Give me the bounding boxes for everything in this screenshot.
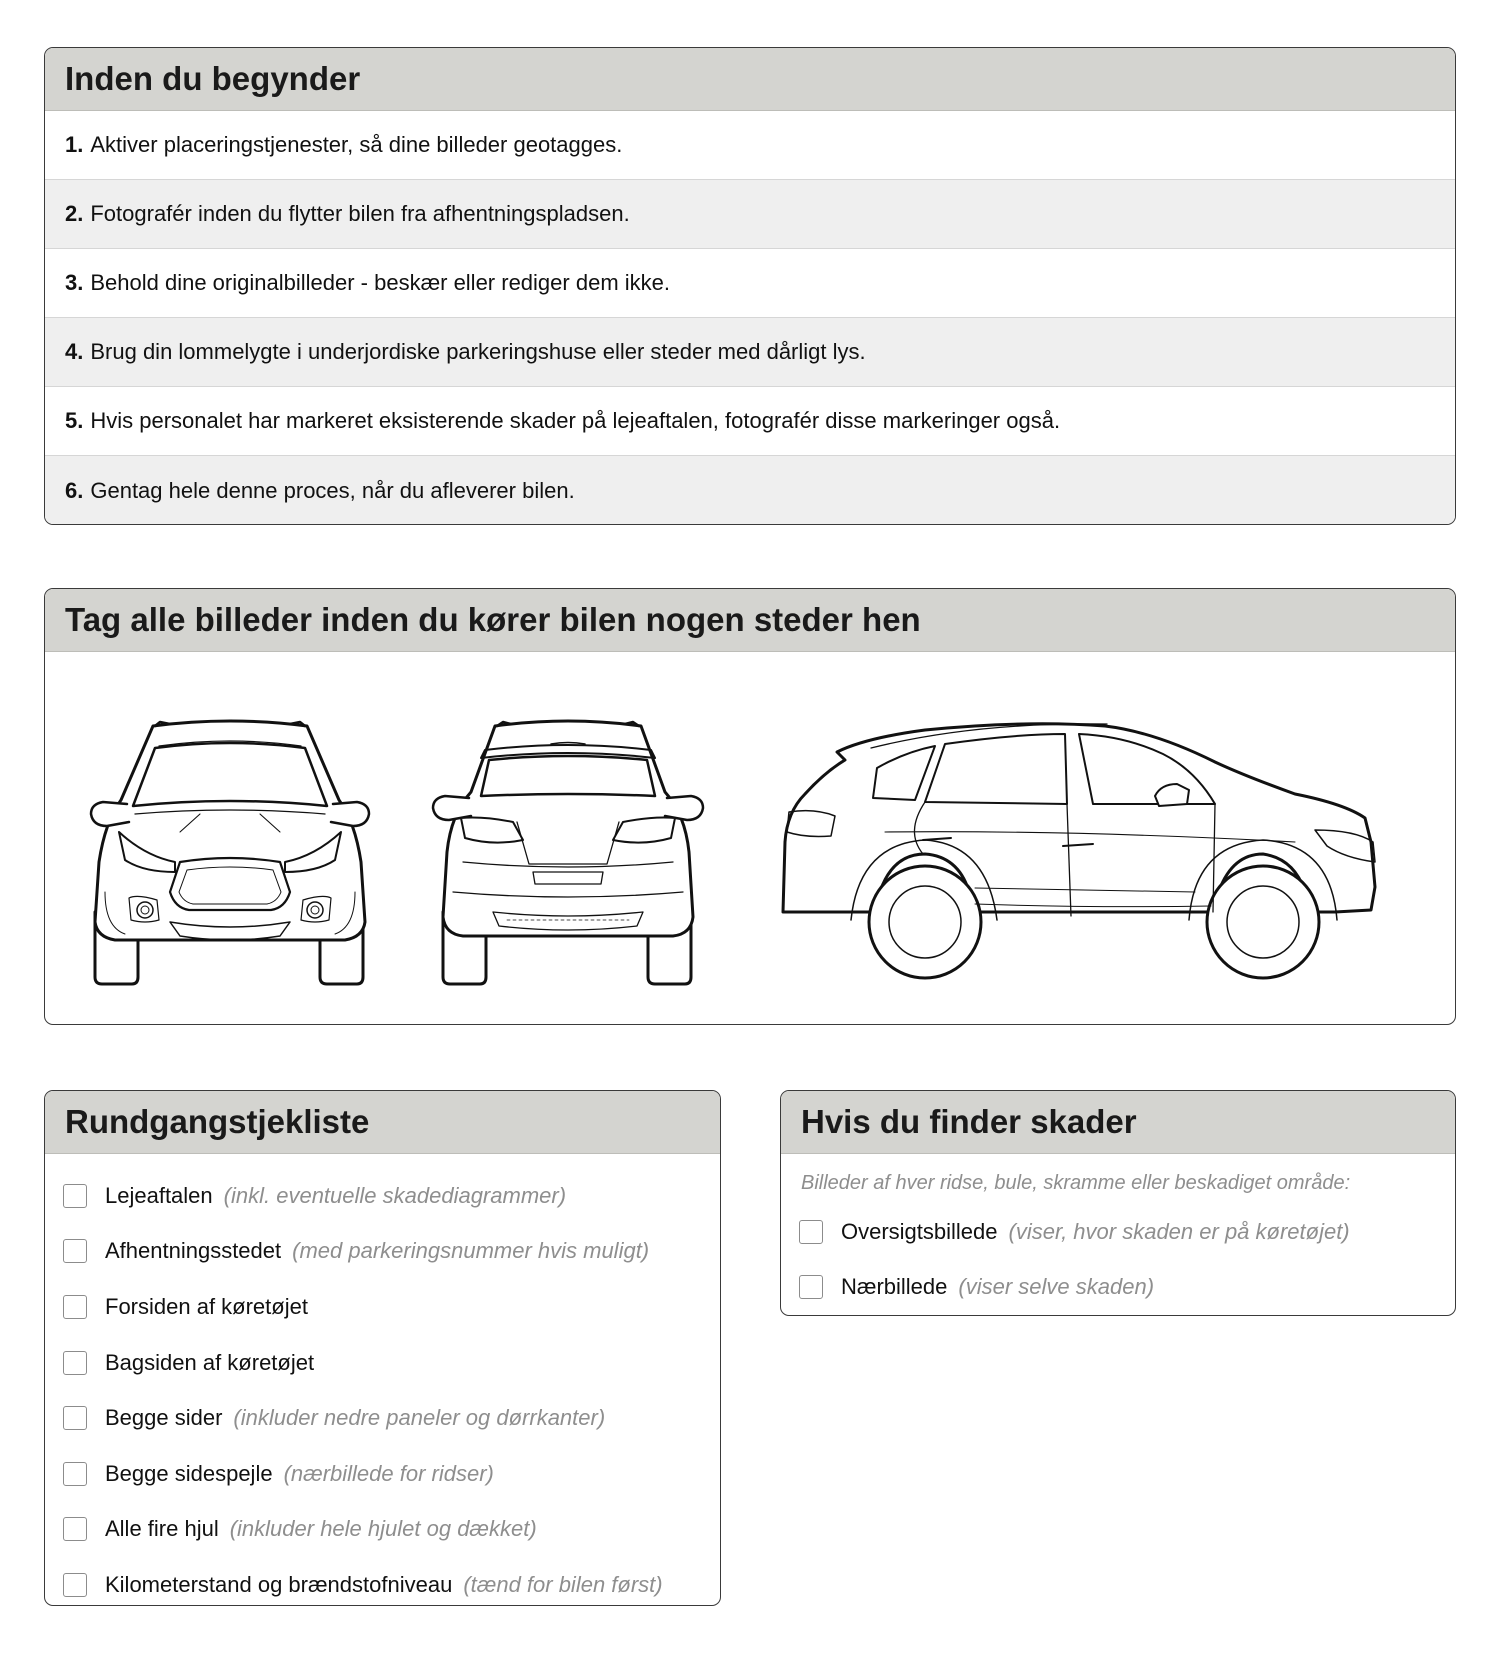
photos-panel: [44, 588, 1456, 1025]
damage-item: [781, 1260, 1455, 1316]
step-item: [45, 249, 1455, 318]
checklist-item-note: (nærbillede for ridser): [283, 1460, 494, 1486]
step-text: Hvis personalet har markeret eksisterende skader på lejeaftalen, fotografér disse markeringer også.: [90, 408, 1061, 433]
step-item: [45, 180, 1455, 249]
step-text: Fotografér inden du flytter bilen fra afhentningspladsen.: [90, 201, 630, 226]
checkbox[interactable]: [63, 1351, 87, 1375]
step-number: 1.: [65, 132, 84, 157]
checklist-item: [45, 1335, 720, 1391]
checklist-item: [45, 1446, 720, 1502]
step-number: 5.: [65, 408, 84, 433]
step-item: [45, 456, 1455, 525]
checklist-item-label: Afhentningsstedet: [105, 1238, 282, 1264]
step-number: 4.: [65, 339, 84, 364]
damage-panel: [780, 1090, 1456, 1316]
damage-item-note: (viser selve skaden): [958, 1274, 1155, 1300]
damage-item-note: (viser, hvor skaden er på køretøjet): [1008, 1218, 1350, 1244]
step-number: 3.: [65, 270, 84, 295]
checklist-item-label: Kilometerstand og brændstofniveau: [105, 1571, 453, 1597]
photos-title: Tag alle billeder inden du kører bilen nogen steder hen: [45, 589, 1455, 652]
before-start-title: Inden du begynder: [45, 48, 1455, 111]
car-illustrations: [45, 652, 1455, 1024]
checkbox[interactable]: [799, 1275, 823, 1299]
checklist-item-note: (med parkeringsnummer hvis muligt): [292, 1238, 650, 1264]
checkbox[interactable]: [63, 1573, 87, 1597]
checklist-item-note: (inkl. eventuelle skadediagrammer): [223, 1182, 567, 1208]
checklist-item-label: Bagsiden af køretøjet: [105, 1349, 315, 1375]
damage-item-label: Nærbillede: [841, 1274, 948, 1300]
checklist-panel: [44, 1090, 721, 1606]
checklist-item-note: (tænd for bilen først): [463, 1571, 663, 1597]
step-item: [45, 318, 1455, 387]
checklist-item-label: Alle fire hjul: [105, 1516, 219, 1542]
checklist-item-note: (inkluder nedre paneler og dørrkanter): [233, 1405, 606, 1431]
checkbox[interactable]: [63, 1406, 87, 1430]
checklist-item: [45, 1502, 720, 1558]
step-item: [45, 111, 1455, 180]
checkbox[interactable]: [63, 1184, 87, 1208]
step-text: Aktiver placeringstjenester, så dine billeder geotagges.: [90, 132, 623, 157]
checklist-item-label: Begge sider: [105, 1405, 223, 1431]
damage-item: [781, 1204, 1455, 1260]
checkbox[interactable]: [63, 1517, 87, 1541]
car-front-view-illustration: [91, 721, 369, 984]
checklist-item: [45, 1224, 720, 1280]
checkbox[interactable]: [63, 1462, 87, 1486]
checklist-item-label: Begge sidespejle: [105, 1460, 273, 1486]
checkbox[interactable]: [63, 1295, 87, 1319]
car-side-view-illustration: [783, 724, 1375, 978]
damage-title: Hvis du finder skader: [781, 1091, 1455, 1154]
damage-intro: Billeder af hver ridse, bule, skramme eller beskadiget område:: [801, 1172, 1351, 1194]
checklist-title: Rundgangstjekliste: [45, 1091, 720, 1154]
checklist-item-label: Forsiden af køretøjet: [105, 1293, 308, 1319]
step-text: Brug din lommelygte i underjordiske parkeringshuse eller steder med dårligt lys.: [90, 339, 866, 364]
checkbox[interactable]: [799, 1220, 823, 1244]
checklist-item: [45, 1390, 720, 1446]
car-rear-view-illustration: [433, 721, 703, 984]
checklist-item: [45, 1279, 720, 1335]
step-item: [45, 387, 1455, 456]
step-text: Gentag hele denne proces, når du afleverer bilen.: [90, 477, 575, 503]
before-start-panel: [44, 47, 1456, 525]
checklist-item-label: Lejeaftalen: [105, 1182, 213, 1208]
checklist-item: [45, 1168, 720, 1224]
step-number: 6.: [65, 477, 84, 503]
checkbox[interactable]: [63, 1239, 87, 1263]
checklist-item-note: (inkluder hele hjulet og dækket): [229, 1516, 537, 1542]
checklist-item: [45, 1557, 720, 1606]
step-number: 2.: [65, 201, 84, 226]
damage-item-label: Oversigtsbillede: [841, 1218, 998, 1244]
step-text: Behold dine originalbilleder - beskær eller rediger dem ikke.: [90, 270, 670, 295]
